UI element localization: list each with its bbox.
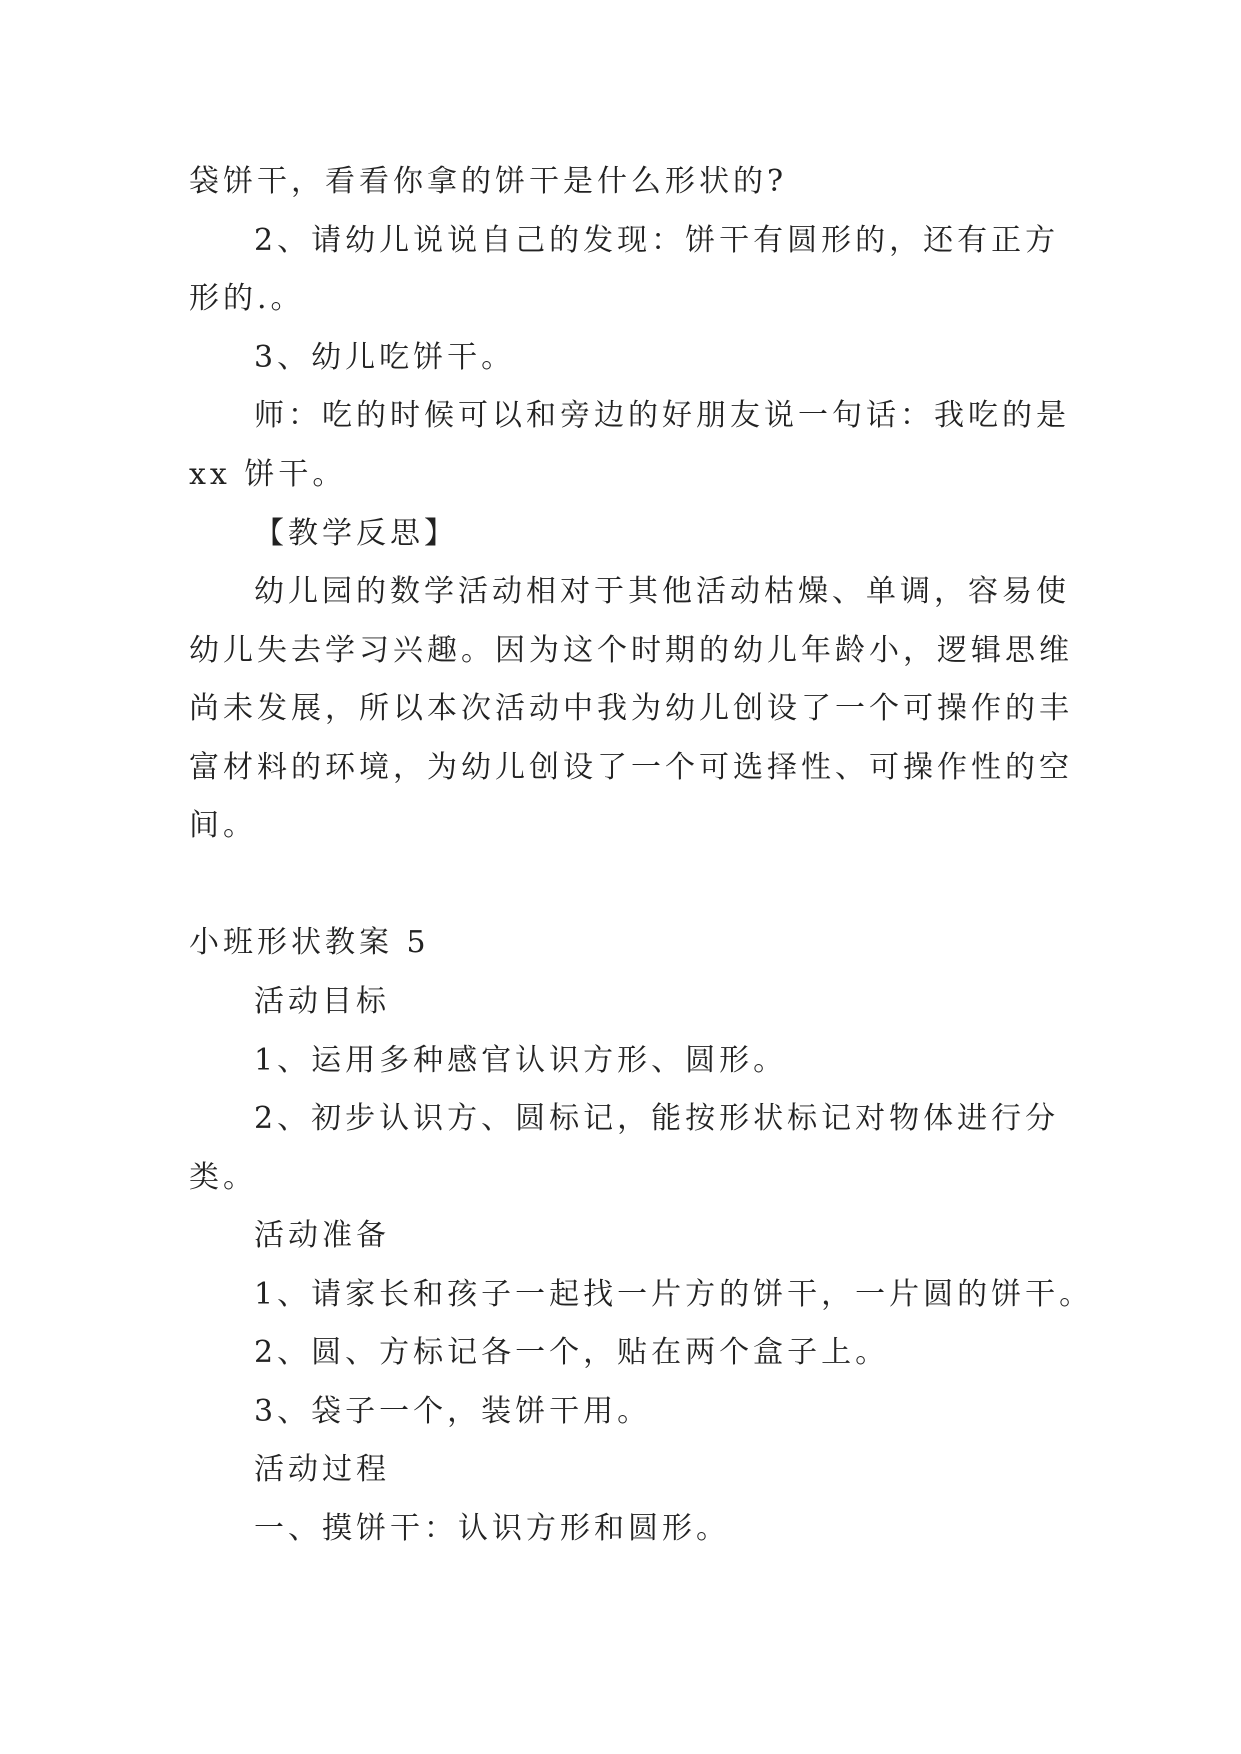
text-line: 类。	[189, 1160, 257, 1195]
section-heading: 活动准备	[254, 1218, 390, 1253]
text-line: 2、圆、方标记各一个，贴在两个盒子上。	[254, 1335, 890, 1370]
text-line: 袋饼干，看看你拿的饼干是什么形状的?	[189, 164, 788, 199]
text-line: 尚未发展，所以本次活动中我为幼儿创设了一个可操作的丰	[189, 691, 1073, 726]
text-line: 形的.。	[189, 281, 305, 316]
text-line: xx 饼干。	[189, 457, 347, 492]
text-line: 幼儿失去学习兴趣。因为这个时期的幼儿年龄小，逻辑思维	[189, 633, 1073, 668]
text-line: 3、袋子一个，装饼干用。	[254, 1394, 652, 1429]
text-line: 3、幼儿吃饼干。	[254, 340, 516, 375]
text-line: 1、运用多种感官认识方形、圆形。	[254, 1043, 788, 1078]
text-line: 间。	[189, 808, 257, 843]
text-line: 幼儿园的数学活动相对于其他活动枯燥、单调，容易使	[254, 574, 1070, 609]
section-heading: 活动过程	[254, 1452, 390, 1487]
section-heading: 活动目标	[254, 984, 390, 1019]
document-title: 小班形状教案 5	[189, 925, 430, 960]
text-line: 师：吃的时候可以和旁边的好朋友说一句话：我吃的是	[254, 398, 1070, 433]
text-line: 一、摸饼干：认识方形和圆形。	[254, 1511, 730, 1546]
text-line: 2、请幼儿说说自己的发现：饼干有圆形的，还有正方	[254, 223, 1060, 258]
section-heading: 【教学反思】	[254, 516, 458, 551]
text-line: 1、请家长和孩子一起找一片方的饼干，一片圆的饼干。	[254, 1277, 1094, 1312]
text-line: 2、初步认识方、圆标记，能按形状标记对物体进行分	[254, 1101, 1060, 1136]
text-line: 富材料的环境，为幼儿创设了一个可选择性、可操作性的空	[189, 750, 1073, 785]
